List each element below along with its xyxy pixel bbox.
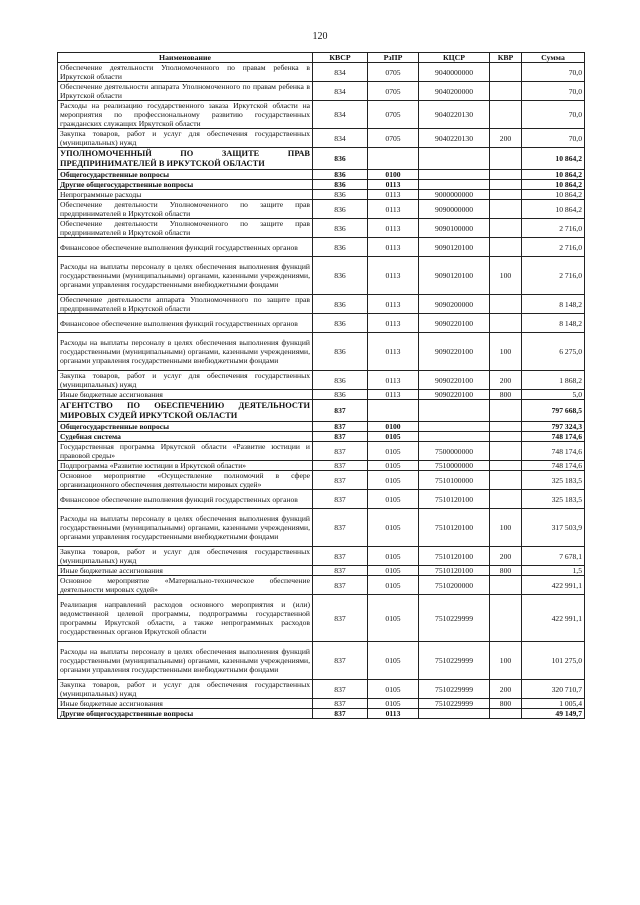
cell-sum: 101 275,0 [522, 642, 585, 680]
cell-rzpr: 0113 [368, 257, 419, 295]
cell-sum: 70,0 [522, 129, 585, 148]
cell-kvr [490, 238, 522, 257]
cell-kvsr: 834 [313, 82, 368, 101]
cell-sum: 8 148,2 [522, 295, 585, 314]
cell-kvr [490, 595, 522, 642]
table-row [58, 400, 585, 422]
cell-sum: 797 668,5 [522, 400, 585, 422]
cell-kvr [490, 295, 522, 314]
cell-sum: 10 864,2 [522, 170, 585, 180]
cell-kvsr: 837 [313, 461, 368, 471]
cell-sum: 7 678,1 [522, 547, 585, 566]
cell-kcsr: 9040220130 [419, 101, 490, 129]
table-row [58, 642, 585, 680]
cell-kcsr: 7510000000 [419, 461, 490, 471]
cell-name: Общегосударственные вопросы [58, 170, 313, 180]
cell-kvr [490, 148, 522, 170]
cell-sum: 1 868,2 [522, 371, 585, 390]
table-row [58, 509, 585, 547]
cell-sum: 6 275,0 [522, 333, 585, 371]
cell-kcsr [419, 170, 490, 180]
table-body [58, 63, 585, 719]
cell-name: Государственная программа Иркутской области «Развитие юстиции и правовой среды» [58, 442, 313, 461]
cell-kvsr: 837 [313, 642, 368, 680]
table-row [58, 190, 585, 200]
header-kvr: КВР [490, 53, 522, 63]
cell-name: Обеспечение деятельности Уполномоченного по защите прав предпринимателей в Иркутской области [58, 219, 313, 238]
cell-rzpr: 0105 [368, 642, 419, 680]
cell-kvr [490, 461, 522, 471]
cell-kvsr: 836 [313, 200, 368, 219]
cell-sum: 422 991,1 [522, 576, 585, 595]
cell-rzpr: 0105 [368, 432, 419, 442]
budget-table [57, 52, 585, 719]
cell-rzpr: 0705 [368, 63, 419, 82]
cell-kvr: 100 [490, 333, 522, 371]
cell-name: АГЕНТСТВО ПО ОБЕСПЕЧЕНИЮ ДЕЯТЕЛЬНОСТИ МИРОВЫХ СУДЕЙ ИРКУТСКОЙ ОБЛАСТИ [58, 400, 313, 422]
cell-sum: 2 716,0 [522, 219, 585, 238]
cell-kvsr: 837 [313, 680, 368, 699]
cell-kcsr: 7510120100 [419, 566, 490, 576]
cell-kcsr: 7510229999 [419, 680, 490, 699]
cell-sum: 2 716,0 [522, 257, 585, 295]
cell-kcsr: 9000000000 [419, 190, 490, 200]
cell-rzpr [368, 148, 419, 170]
cell-kvsr: 834 [313, 129, 368, 148]
table-row [58, 180, 585, 190]
cell-kvr: 100 [490, 509, 522, 547]
table-row [58, 680, 585, 699]
cell-kvsr: 837 [313, 442, 368, 461]
table-row [58, 709, 585, 719]
table-row [58, 129, 585, 148]
cell-kcsr: 7510100000 [419, 471, 490, 490]
cell-kvsr: 837 [313, 566, 368, 576]
cell-name: Другие общегосударственные вопросы [58, 180, 313, 190]
table-row [58, 333, 585, 371]
cell-kvr: 800 [490, 699, 522, 709]
cell-kcsr: 7510229999 [419, 642, 490, 680]
cell-sum: 70,0 [522, 82, 585, 101]
cell-sum: 325 183,5 [522, 471, 585, 490]
cell-kcsr: 9090220100 [419, 314, 490, 333]
cell-kvsr: 837 [313, 509, 368, 547]
cell-name: Обеспечение деятельности аппарата Уполномоченного по правам ребенка в Иркутской области [58, 82, 313, 101]
table-row [58, 442, 585, 461]
cell-rzpr: 0113 [368, 238, 419, 257]
cell-kcsr: 9090120100 [419, 238, 490, 257]
cell-rzpr: 0105 [368, 576, 419, 595]
cell-kvr [490, 101, 522, 129]
cell-kvr: 200 [490, 371, 522, 390]
cell-kvr [490, 200, 522, 219]
cell-kvsr: 836 [313, 190, 368, 200]
table-row [58, 576, 585, 595]
cell-rzpr [368, 400, 419, 422]
cell-name: Иные бюджетные ассигнования [58, 699, 313, 709]
cell-kvsr: 837 [313, 400, 368, 422]
cell-name: Закупка товаров, работ и услуг для обеспечения государственных (муниципальных) нужд [58, 547, 313, 566]
cell-kvsr: 834 [313, 101, 368, 129]
cell-kcsr: 7510229999 [419, 699, 490, 709]
cell-sum: 10 864,2 [522, 180, 585, 190]
cell-name: Непрограммные расходы [58, 190, 313, 200]
header-sum: Сумма [522, 53, 585, 63]
cell-kvr [490, 400, 522, 422]
cell-kvr: 200 [490, 680, 522, 699]
table-row [58, 295, 585, 314]
cell-kvsr: 837 [313, 471, 368, 490]
table-row [58, 314, 585, 333]
cell-kvsr: 836 [313, 371, 368, 390]
cell-kcsr: 9090220100 [419, 371, 490, 390]
table-row [58, 422, 585, 432]
cell-name: Финансовое обеспечение выполнения функций государственных органов [58, 490, 313, 509]
cell-name: Иные бюджетные ассигнования [58, 566, 313, 576]
table-row [58, 490, 585, 509]
cell-sum: 317 503,9 [522, 509, 585, 547]
cell-kcsr: 7510120100 [419, 547, 490, 566]
cell-kcsr [419, 148, 490, 170]
cell-sum: 797 324,3 [522, 422, 585, 432]
cell-kvr [490, 219, 522, 238]
cell-kvr [490, 709, 522, 719]
cell-kvsr: 836 [313, 295, 368, 314]
table-row [58, 371, 585, 390]
cell-rzpr: 0105 [368, 680, 419, 699]
table-row [58, 148, 585, 170]
cell-kvsr: 837 [313, 709, 368, 719]
cell-kvr [490, 180, 522, 190]
cell-rzpr: 0105 [368, 471, 419, 490]
cell-kvsr: 836 [313, 148, 368, 170]
cell-name: Основное мероприятие «Осуществление полномочий в сфере организационного обеспечения деятельности мировых судей» [58, 471, 313, 490]
cell-kvsr: 836 [313, 180, 368, 190]
cell-kcsr [419, 432, 490, 442]
cell-rzpr: 0113 [368, 709, 419, 719]
cell-kcsr: 9090120100 [419, 257, 490, 295]
cell-kcsr: 9090220100 [419, 390, 490, 400]
table-row [58, 471, 585, 490]
cell-name: Реализация направлений расходов основного мероприятия и (или) ведомственной целевой программы, подпрограммы государственной программы Иркутской области, а также непрограммных расходов государственных органов Иркутской области [58, 595, 313, 642]
cell-sum: 748 174,6 [522, 442, 585, 461]
cell-name: Подпрограмма «Развитие юстиции в Иркутской области» [58, 461, 313, 471]
cell-rzpr: 0113 [368, 200, 419, 219]
cell-sum: 325 183,5 [522, 490, 585, 509]
cell-sum: 320 710,7 [522, 680, 585, 699]
cell-name: УПОЛНОМОЧЕННЫЙ ПО ЗАЩИТЕ ПРАВ ПРЕДПРИНИМАТЕЛЕЙ В ИРКУТСКОЙ ОБЛАСТИ [58, 148, 313, 170]
cell-kvr: 800 [490, 566, 522, 576]
cell-kvr [490, 314, 522, 333]
cell-sum: 748 174,6 [522, 461, 585, 471]
cell-kvr [490, 471, 522, 490]
cell-kvsr: 836 [313, 257, 368, 295]
cell-name: Общегосударственные вопросы [58, 422, 313, 432]
cell-name: Финансовое обеспечение выполнения функций государственных органов [58, 238, 313, 257]
cell-rzpr: 0705 [368, 129, 419, 148]
cell-kvsr: 837 [313, 432, 368, 442]
cell-rzpr: 0105 [368, 490, 419, 509]
cell-name: Расходы на выплаты персоналу в целях обеспечения выполнения функций государственными (муниципальными) органами, казенными учреждениями, органами управления государственными внебюджетными фондами [58, 333, 313, 371]
table-row [58, 238, 585, 257]
cell-sum: 1,5 [522, 566, 585, 576]
table-row [58, 595, 585, 642]
cell-name: Закупка товаров, работ и услуг для обеспечения государственных (муниципальных) нужд [58, 680, 313, 699]
cell-sum: 10 864,2 [522, 190, 585, 200]
cell-kcsr: 9040200000 [419, 82, 490, 101]
cell-rzpr: 0105 [368, 509, 419, 547]
cell-kcsr: 9040000000 [419, 63, 490, 82]
cell-kvsr: 836 [313, 390, 368, 400]
cell-name: Судебная система [58, 432, 313, 442]
cell-sum: 1 005,4 [522, 699, 585, 709]
cell-kvsr: 837 [313, 699, 368, 709]
cell-name: Другие общегосударственные вопросы [58, 709, 313, 719]
cell-kcsr: 7510120100 [419, 490, 490, 509]
cell-rzpr: 0105 [368, 547, 419, 566]
cell-rzpr: 0113 [368, 190, 419, 200]
cell-kvsr: 836 [313, 333, 368, 371]
cell-rzpr: 0113 [368, 295, 419, 314]
header-rzpr: РзПР [368, 53, 419, 63]
table-row [58, 699, 585, 709]
cell-name: Иные бюджетные ассигнования [58, 390, 313, 400]
page-number: 120 [312, 31, 328, 42]
cell-kvsr: 834 [313, 63, 368, 82]
cell-name: Обеспечение деятельности аппарата Уполномоченного по защите прав предпринимателей в Иркутской области [58, 295, 313, 314]
cell-kvr: 100 [490, 642, 522, 680]
table-row [58, 257, 585, 295]
cell-name: Расходы на выплаты персоналу в целях обеспечения выполнения функций государственными (муниципальными) органами, казенными учреждениями, органами управления государственными внебюджетными фондами [58, 642, 313, 680]
cell-kvsr: 836 [313, 238, 368, 257]
table-row [58, 219, 585, 238]
cell-sum: 10 864,2 [522, 148, 585, 170]
cell-rzpr: 0113 [368, 219, 419, 238]
cell-kcsr: 9090000000 [419, 200, 490, 219]
table-row [58, 200, 585, 219]
cell-kvr [490, 490, 522, 509]
cell-kvsr: 837 [313, 422, 368, 432]
cell-sum: 8 148,2 [522, 314, 585, 333]
cell-kcsr: 9090220100 [419, 333, 490, 371]
header-kvsr: КВСР [313, 53, 368, 63]
cell-kvr [490, 190, 522, 200]
cell-kvr: 800 [490, 390, 522, 400]
cell-name: Закупка товаров, работ и услуг для обеспечения государственных (муниципальных) нужд [58, 371, 313, 390]
cell-kvr [490, 170, 522, 180]
cell-kvr: 200 [490, 129, 522, 148]
cell-rzpr: 0100 [368, 422, 419, 432]
cell-kcsr [419, 180, 490, 190]
cell-name: Обеспечение деятельности Уполномоченного по защите прав предпринимателей в Иркутской области [58, 200, 313, 219]
cell-rzpr: 0105 [368, 442, 419, 461]
cell-kcsr [419, 709, 490, 719]
cell-sum: 70,0 [522, 101, 585, 129]
cell-rzpr: 0113 [368, 333, 419, 371]
cell-kvr [490, 576, 522, 595]
cell-rzpr: 0705 [368, 82, 419, 101]
cell-kvr [490, 422, 522, 432]
cell-kcsr [419, 422, 490, 432]
cell-kvsr: 836 [313, 170, 368, 180]
cell-kvr [490, 432, 522, 442]
table-row [58, 63, 585, 82]
cell-rzpr: 0113 [368, 390, 419, 400]
cell-name: Обеспечение деятельности Уполномоченного по правам ребенка в Иркутской области [58, 63, 313, 82]
cell-kcsr: 9040220130 [419, 129, 490, 148]
table-row [58, 101, 585, 129]
cell-name: Расходы на выплаты персоналу в целях обеспечения выполнения функций государственными (муниципальными) органами, казенными учреждениями, органами управления государственными внебюджетными фондами [58, 257, 313, 295]
table-header [58, 53, 585, 63]
cell-rzpr: 0105 [368, 461, 419, 471]
cell-kvsr: 837 [313, 490, 368, 509]
table-row [58, 170, 585, 180]
cell-name: Расходы на выплаты персоналу в целях обеспечения выполнения функций государственными (муниципальными) органами, казенными учреждениями, органами управления государственными внебюджетными фондами [58, 509, 313, 547]
cell-name: Основное мероприятие «Материально-техническое обеспечение деятельности мировых судей» [58, 576, 313, 595]
table-row [58, 82, 585, 101]
table-row [58, 461, 585, 471]
cell-kvr: 100 [490, 257, 522, 295]
cell-kvsr: 836 [313, 219, 368, 238]
cell-rzpr: 0105 [368, 595, 419, 642]
cell-rzpr: 0113 [368, 180, 419, 190]
cell-rzpr: 0705 [368, 101, 419, 129]
cell-kvr: 200 [490, 547, 522, 566]
cell-sum: 5,0 [522, 390, 585, 400]
cell-kvr [490, 82, 522, 101]
cell-name: Финансовое обеспечение выполнения функций государственных органов [58, 314, 313, 333]
cell-rzpr: 0113 [368, 371, 419, 390]
cell-kcsr: 7510200000 [419, 576, 490, 595]
cell-kcsr [419, 400, 490, 422]
cell-sum: 70,0 [522, 63, 585, 82]
cell-kvsr: 836 [313, 314, 368, 333]
cell-sum: 422 991,1 [522, 595, 585, 642]
cell-kvsr: 837 [313, 576, 368, 595]
cell-kcsr: 7500000000 [419, 442, 490, 461]
cell-kcsr: 7510229999 [419, 595, 490, 642]
cell-rzpr: 0113 [368, 314, 419, 333]
table-row [58, 566, 585, 576]
table-row [58, 432, 585, 442]
cell-kvsr: 837 [313, 595, 368, 642]
header-name: Наименование [58, 53, 313, 63]
cell-kcsr: 9090200000 [419, 295, 490, 314]
cell-name: Расходы на реализацию государственного заказа Иркутской области на мероприятия по профессиональному развитию государственных гражданских служащих Иркутской области [58, 101, 313, 129]
table-row [58, 390, 585, 400]
header-kcsr: КЦСР [419, 53, 490, 63]
cell-rzpr: 0105 [368, 699, 419, 709]
cell-kcsr: 9090100000 [419, 219, 490, 238]
cell-rzpr: 0105 [368, 566, 419, 576]
cell-rzpr: 0100 [368, 170, 419, 180]
header-row [58, 53, 585, 63]
cell-sum: 748 174,6 [522, 432, 585, 442]
table-row [58, 547, 585, 566]
cell-kvr [490, 442, 522, 461]
cell-kvsr: 837 [313, 547, 368, 566]
cell-kcsr: 7510120100 [419, 509, 490, 547]
cell-sum: 49 149,7 [522, 709, 585, 719]
cell-name: Закупка товаров, работ и услуг для обеспечения государственных (муниципальных) нужд [58, 129, 313, 148]
cell-sum: 2 716,0 [522, 238, 585, 257]
cell-sum: 10 864,2 [522, 200, 585, 219]
cell-kvr [490, 63, 522, 82]
